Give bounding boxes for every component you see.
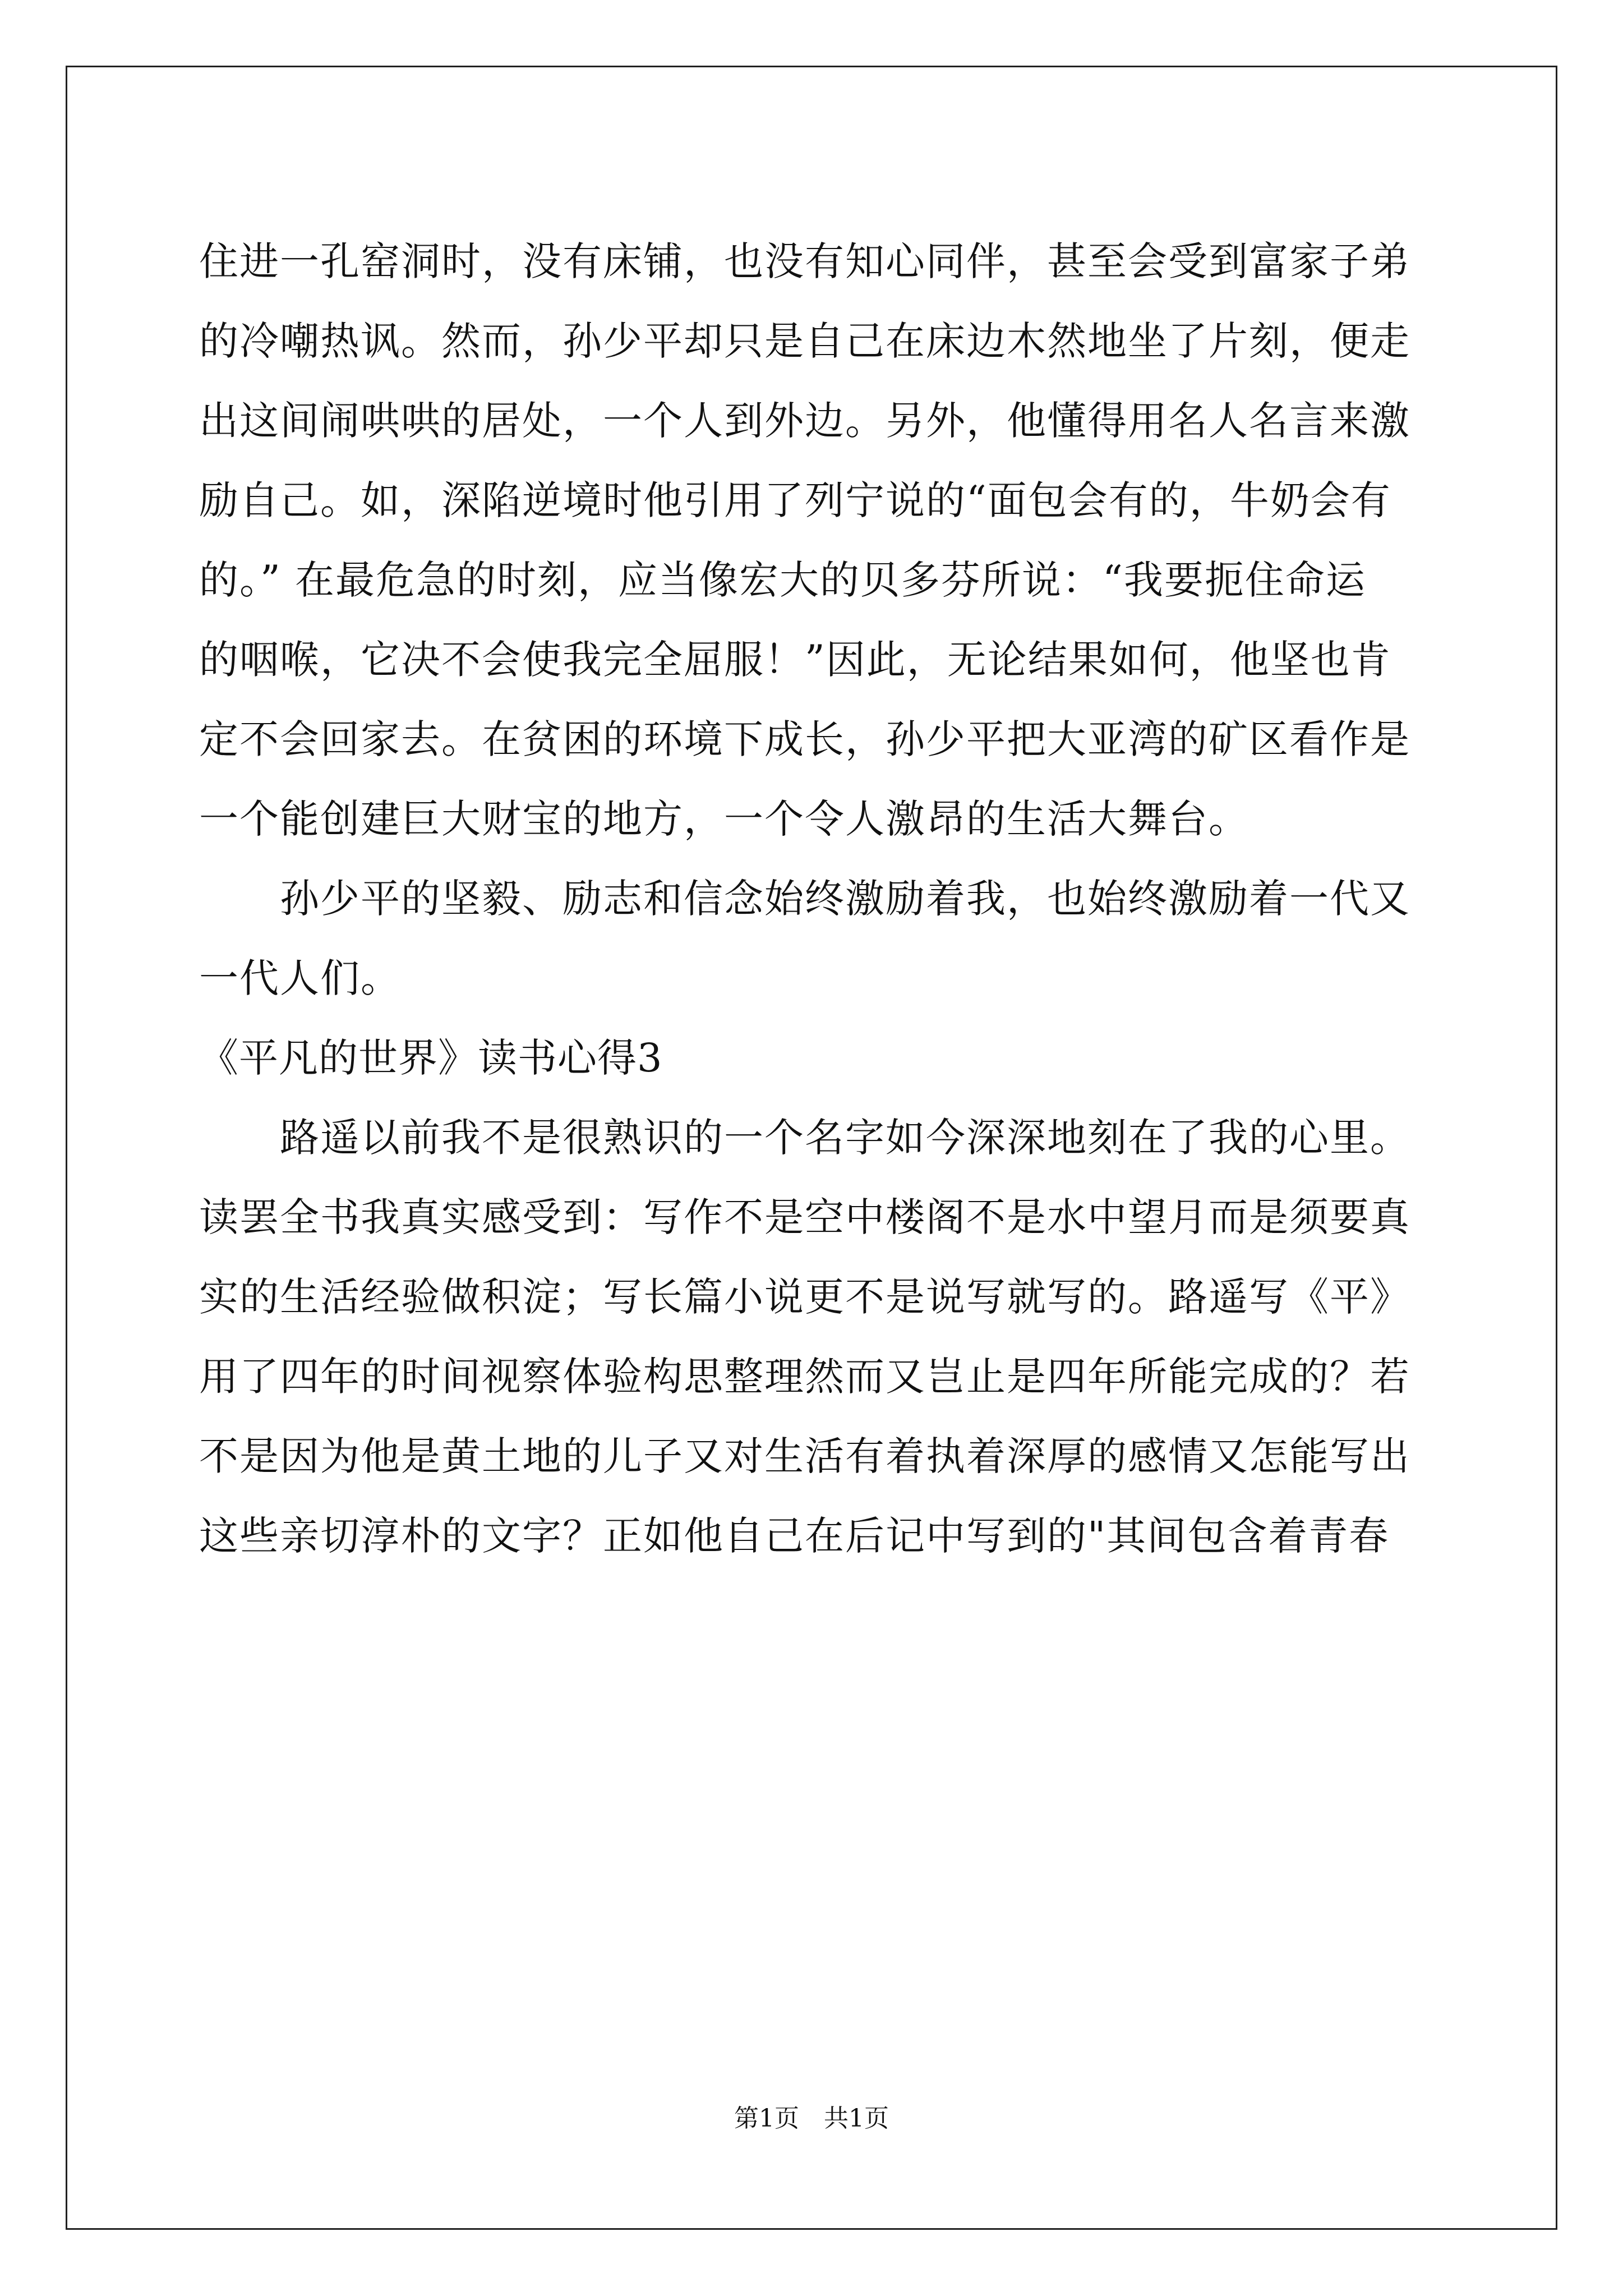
text-line: 励自己。如，深陷逆境时他引用了列宁说的“面包会有的，牛奶会有 xyxy=(199,477,1391,523)
text-line: 的。” 在最危急的时刻，应当像宏大的贝多芬所说：“我要扼住命运 xyxy=(199,557,1366,603)
text-line: 住进一孔窑洞时，没有床铺，也没有知心同伴，甚至会受到富家子弟 xyxy=(199,238,1410,284)
text-line: 定不会回家去。在贫困的环境下成长，孙少平把大亚湾的矿区看作是 xyxy=(199,716,1410,762)
text-line: 出这间闹哄哄的居处，一个人到外边。另外，他懂得用名人名言来激 xyxy=(199,398,1410,444)
text-line: 孙少平的坚毅、励志和信念始终激励着我，也始终激励着一代又 xyxy=(199,876,1410,922)
document-body xyxy=(199,222,1433,1576)
text-line: 读罢全书我真实感受到：写作不是空中楼阁不是水中望月而是须要真 xyxy=(199,1194,1410,1240)
text-line: 这些亲切淳朴的文字？正如他自己在后记中写到的"其间包含着青春 xyxy=(199,1513,1390,1559)
text-line: 不是因为他是黄土地的儿子又对生活有着执着深厚的感情又怎能写出 xyxy=(199,1433,1410,1479)
text-line: 用了四年的时间视察体验构思整理然而又岂止是四年所能完成的？若 xyxy=(199,1354,1410,1400)
page-footer: 第1页 共1页 xyxy=(734,2104,889,2133)
text-line: 一代人们。 xyxy=(199,955,401,1001)
text-line: 一个能创建巨大财宝的地方，一个令人激昂的生活大舞台。 xyxy=(199,796,1249,842)
text-line: 路遥以前我不是很熟识的一个名字如今深深地刻在了我的心里。 xyxy=(199,1115,1410,1161)
text-line: 的咽喉，它决不会使我完全屈服！”因此，无论结果如何，他坚也肯 xyxy=(199,637,1391,683)
section-heading: 《平凡的世界》读书心得3 xyxy=(199,1035,663,1081)
text-line: 实的生活经验做积淀；写长篇小说更不是说写就写的。路遥写《平》 xyxy=(199,1274,1410,1320)
text-line: 的冷嘲热讽。然而，孙少平却只是自己在床边木然地坐了片刻，便走 xyxy=(199,318,1410,364)
